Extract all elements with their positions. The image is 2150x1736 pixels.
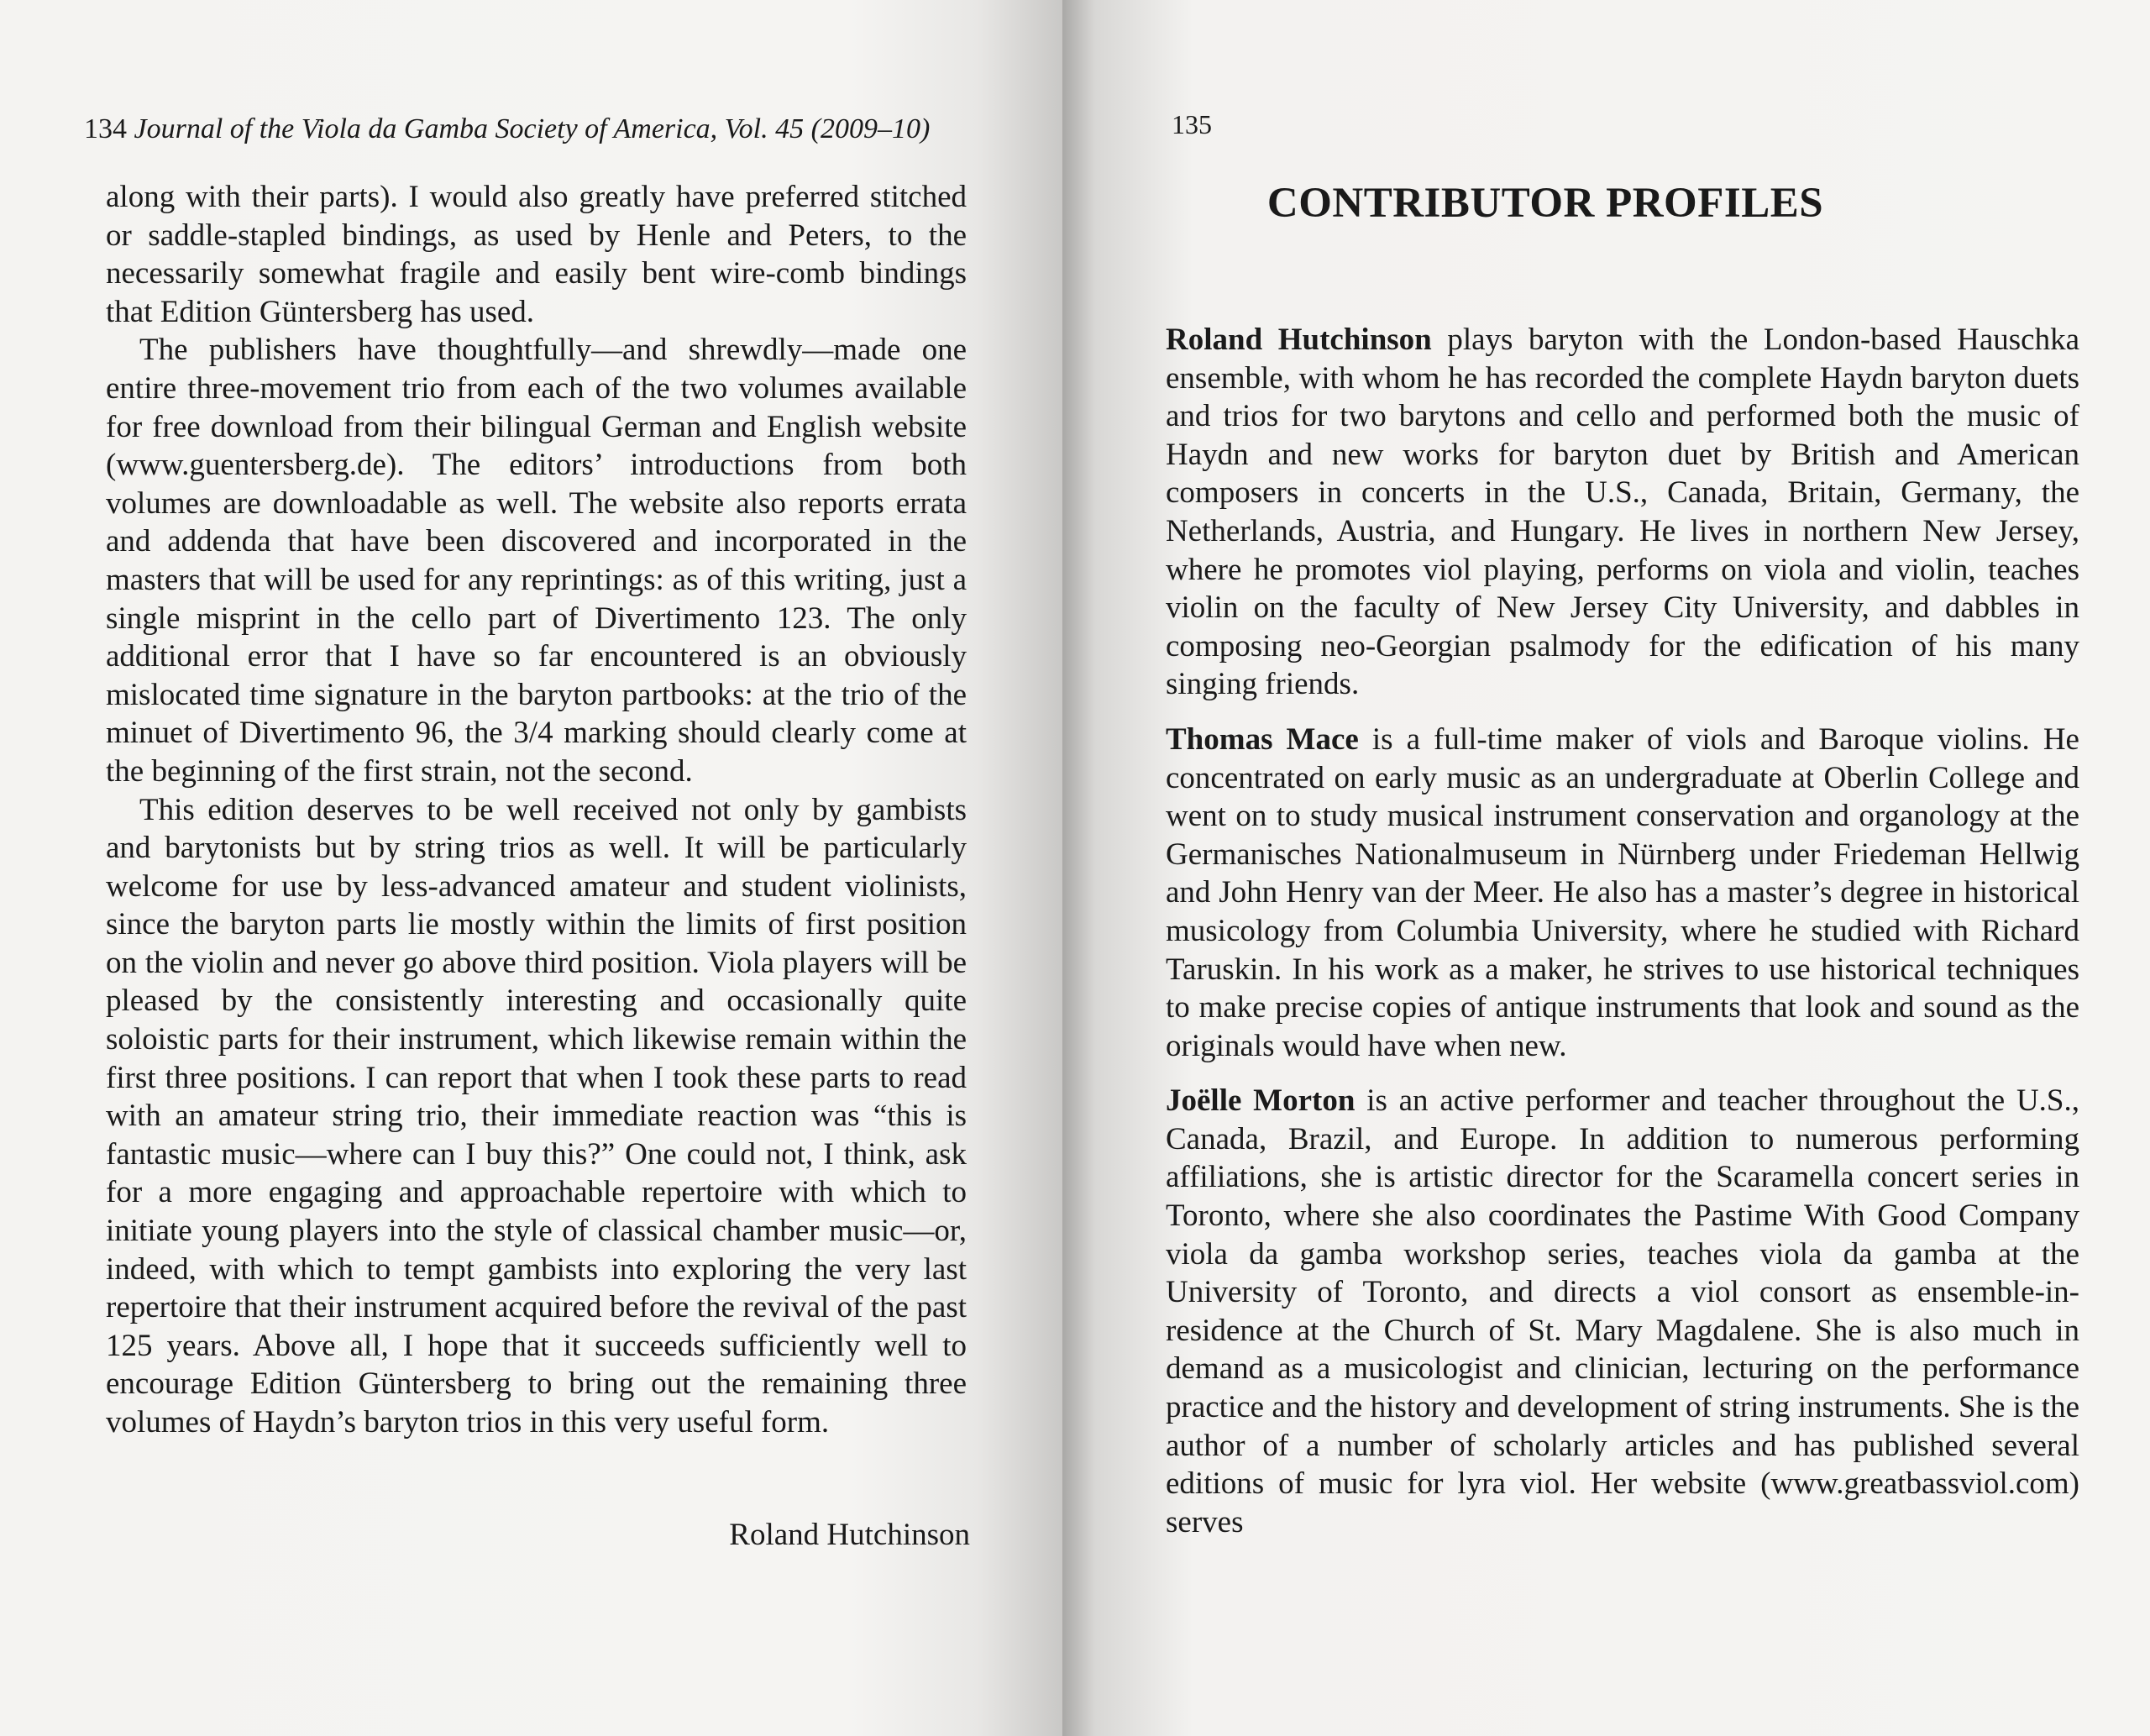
profile-entry xyxy=(1166,321,2079,704)
profile-entry xyxy=(1166,1082,2079,1541)
contributor-bio: is an active performer and teacher throughout the U.S., Canada, Brazil, and Europe. In addition to numerous performing affiliations, she is artistic director for the Scaramella concert series in Toronto, where she also coordinates the Pastime With Good Company viola da gamba workshop series, teaches viola da gamba at the University of Toronto, and directs a viol consort as ensemble-in-residence at the Church of St. Mary Magdalene. She is also much in demand as a musicologist and clinician, lecturing on the performance practice and the history and development of string instruments. She is the author of a number of scholarly articles and has published several editions of music for lyra viol. Her website (www.greatbassviol.com) serves xyxy=(1166,1083,2079,1539)
review-signature: Roland Hutchinson xyxy=(729,1518,970,1552)
review-paragraph: along with their parts). I would also greatly have preferred stitched or saddle-stapled bindings, as used by Henle and Peters, to the necessarily somewhat fragile and easily bent wire-comb bindings that Edition Güntersberg has used. xyxy=(106,180,967,329)
running-head xyxy=(84,113,930,145)
contributor-name: Thomas Mace xyxy=(1166,721,1359,757)
contributor-bio: plays baryton with the London-based Hauschka ensemble, with whom he has recorded the complete Haydn baryton duets and trios for two barytons and cello and performed both the music of Haydn and new works for baryton duet by British and American composers in concerts in the U.S., Canada, Britain, Germany, the Netherlands, Austria, and Hungary. He lives in northern New Jersey, where he promotes viol playing, performs on viola and violin, teaches violin on the faculty of New Jersey City University, and dabbles in composing neo-Georgian psalmody for the edification of his many singing friends. xyxy=(1166,323,2079,702)
contributor-name: Roland Hutchinson xyxy=(1166,323,1432,357)
review-paragraph: This edition deserves to be well received not only by gambists and barytonists but by string trios as well. It will be particularly welcome for use by less-advanced amateur and student violinists, since the baryton parts lie mostly within the limits of first position on the violin and never go above third position. Viola players will be pleased by the consistently interesting and occasionally quite soloistic parts for their instrument, which likewise remain within the first three positions. I can report that when I took these parts to read with an amateur string trio, their immediate reaction was “this is fantastic music—where can I buy this?” One could not, I think, ask for a more engaging and approachable repertoire with which to initiate young players into the style of classical chamber music—or, indeed, with which to tempt gambists into exploring the very last repertoire that their instrument acquired before the revival of the past 125 years. Above all, I hope that it succeeds sufficiently well to encourage Edition Güntersberg to bring out the remaining three volumes of Haydn’s baryton trios in this very useful form. xyxy=(106,792,967,1440)
review-paragraph: The publishers have thoughtfully—and shrewdly—made one entire three-movement trio from each of the two volumes available for free download from their bilingual German and English website (www.guentersberg.de). The editors’ introductions from both volumes are downloadable as well. The website also reports errata and addenda that have been discovered and incorporated in the masters that will be used for any reprintings: as of this writing, just a single misprint in the cello part of Divertimento 123. The only additional error that I have so far encountered is an obviously mislocated time signature in the baryton partbooks: at the trio of the minuet of Divertimento 96, the 3/4 marking should clearly come at the beginning of the first strain, not the second. xyxy=(106,333,967,789)
left-page-number: 134 xyxy=(84,113,127,144)
journal-title: Journal of the Viola da Gamba Society of America, Vol. 45 (2009–10) xyxy=(134,113,931,144)
left-page xyxy=(0,0,1062,1736)
profile-entry xyxy=(1166,721,2079,1065)
section-title: CONTRIBUTOR PROFILES xyxy=(1266,180,1824,227)
contributor-bio: is a full-time maker of viols and Baroque violins. He concentrated on early music as an undergraduate at Oberlin College and went on to study musical instrument conservation and organology at the Germanisches Nationalmuseum in Nürnberg under Friedeman Hellwig and John Henry van der Meer. He also has a master’s degree in historical musicology from Columbia University, where he studied with Richard Taruskin. In his work as a maker, he strives to use historical techniques to make precise copies of antique instruments that look and sound as the originals would have when new. xyxy=(1166,721,2079,1063)
right-page-number: 135 xyxy=(1172,109,1212,139)
right-page xyxy=(1062,0,2150,1736)
contributor-profiles xyxy=(1166,321,2079,1558)
review-body xyxy=(106,178,967,1442)
contributor-name: Joëlle Morton xyxy=(1166,1083,1356,1119)
